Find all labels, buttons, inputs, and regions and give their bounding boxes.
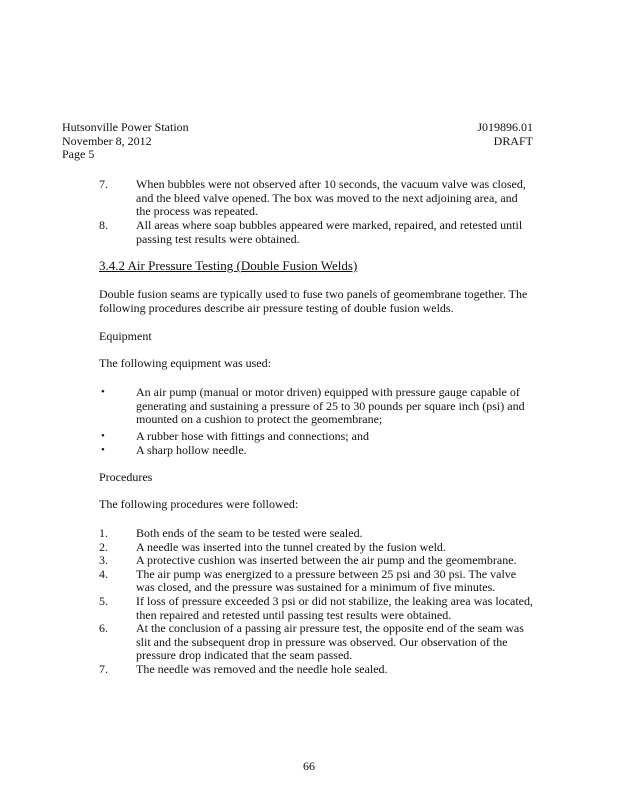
header-project-number: J019896.01: [477, 120, 533, 134]
list-item: [99, 444, 533, 458]
equipment-list: [99, 386, 533, 457]
step-text: At the conclusion of a passing air pressure test, the opposite end of the seam was slit and the subsequent drop in pressure was observed. Our observation of the pressure drop indicated that the seam passed.: [136, 621, 524, 663]
procedures-heading: Procedures: [99, 470, 153, 484]
step-number: 7.: [99, 177, 108, 191]
step-number: 3.: [99, 553, 108, 568]
step-text: When bubbles were not observed after 10 seconds, the vacuum valve was closed, and the bleed valve opened. The box was moved to the next adjoining area, and the process was repeated.: [136, 177, 526, 219]
step-number: 2.: [99, 539, 108, 554]
procedures-list: [99, 527, 533, 677]
step-text: Both ends of the seam to be tested were sealed.: [136, 526, 363, 540]
step-number: 1.: [99, 526, 108, 540]
bullet-icon: •: [101, 430, 105, 442]
step-number: 4.: [99, 566, 108, 581]
step-number: 8.: [99, 218, 108, 232]
header-date: November 8, 2012: [62, 133, 152, 148]
list-item: [99, 595, 533, 622]
step-number: 5.: [99, 593, 108, 608]
list-item: [99, 541, 533, 555]
step-number: 7.: [99, 661, 108, 676]
section-heading: 3.4.2 Air Pressure Testing (Double Fusion Welds): [99, 258, 358, 273]
step-text: All areas where soap bubbles appeared were marked, repaired, and retested until passing test results were obtained.: [136, 218, 523, 246]
bullet-icon: •: [101, 443, 105, 456]
step-text: The air pump was energized to a pressure between 25 psi and 30 psi. The valve was closed, and the pressure was sustained for a minimum of five minutes.: [136, 566, 517, 595]
equipment-heading: Equipment: [99, 329, 152, 343]
header-right: [440, 121, 533, 148]
equipment-intro: The following equipment was used:: [99, 356, 271, 370]
header-page: Page 5: [62, 147, 95, 162]
page-number: 66: [303, 759, 315, 773]
equipment-text: An air pump (manual or motor driven) equipped with pressure gauge capable of generating and sustaining a pressure of 25 to 30 pounds per square inch (psi) and mounted on a cushion to protect the geomembrane;: [136, 385, 525, 427]
step-text: If loss of pressure exceeded 3 psi or did not stabilize, the leaking area was located, then repaired and retested until passing test results were obtained.: [136, 593, 533, 622]
equipment-text: A sharp hollow needle.: [136, 442, 247, 457]
list-item: [99, 386, 533, 430]
list-item: [99, 568, 533, 595]
list-item: [99, 622, 533, 663]
step-text: The needle was removed and the needle hole sealed.: [136, 661, 388, 676]
list-item: [99, 430, 533, 444]
section-intro: Double fusion seams are typically used to fuse two panels of geomembrane together. The following procedures describe air pressure testing of double fusion welds.: [99, 287, 528, 315]
step-text: A needle was inserted into the tunnel created by the fusion weld.: [136, 539, 446, 554]
list-item: [99, 527, 533, 541]
bullet-icon: •: [101, 386, 105, 398]
previous-steps-list: [99, 178, 533, 246]
list-item: [99, 663, 533, 677]
list-item: [99, 554, 533, 568]
header-left: [62, 121, 189, 162]
procedures-intro: The following procedures were followed:: [99, 497, 299, 511]
step-number: 6.: [99, 621, 108, 636]
header-status: DRAFT: [493, 133, 533, 148]
step-text: A protective cushion was inserted between the air pump and the geomembrane.: [136, 553, 517, 568]
list-item: [99, 219, 533, 246]
equipment-text: A rubber hose with fittings and connections; and: [136, 429, 369, 443]
list-item: [99, 178, 533, 219]
header-facility: Hutsonville Power Station: [62, 120, 189, 134]
